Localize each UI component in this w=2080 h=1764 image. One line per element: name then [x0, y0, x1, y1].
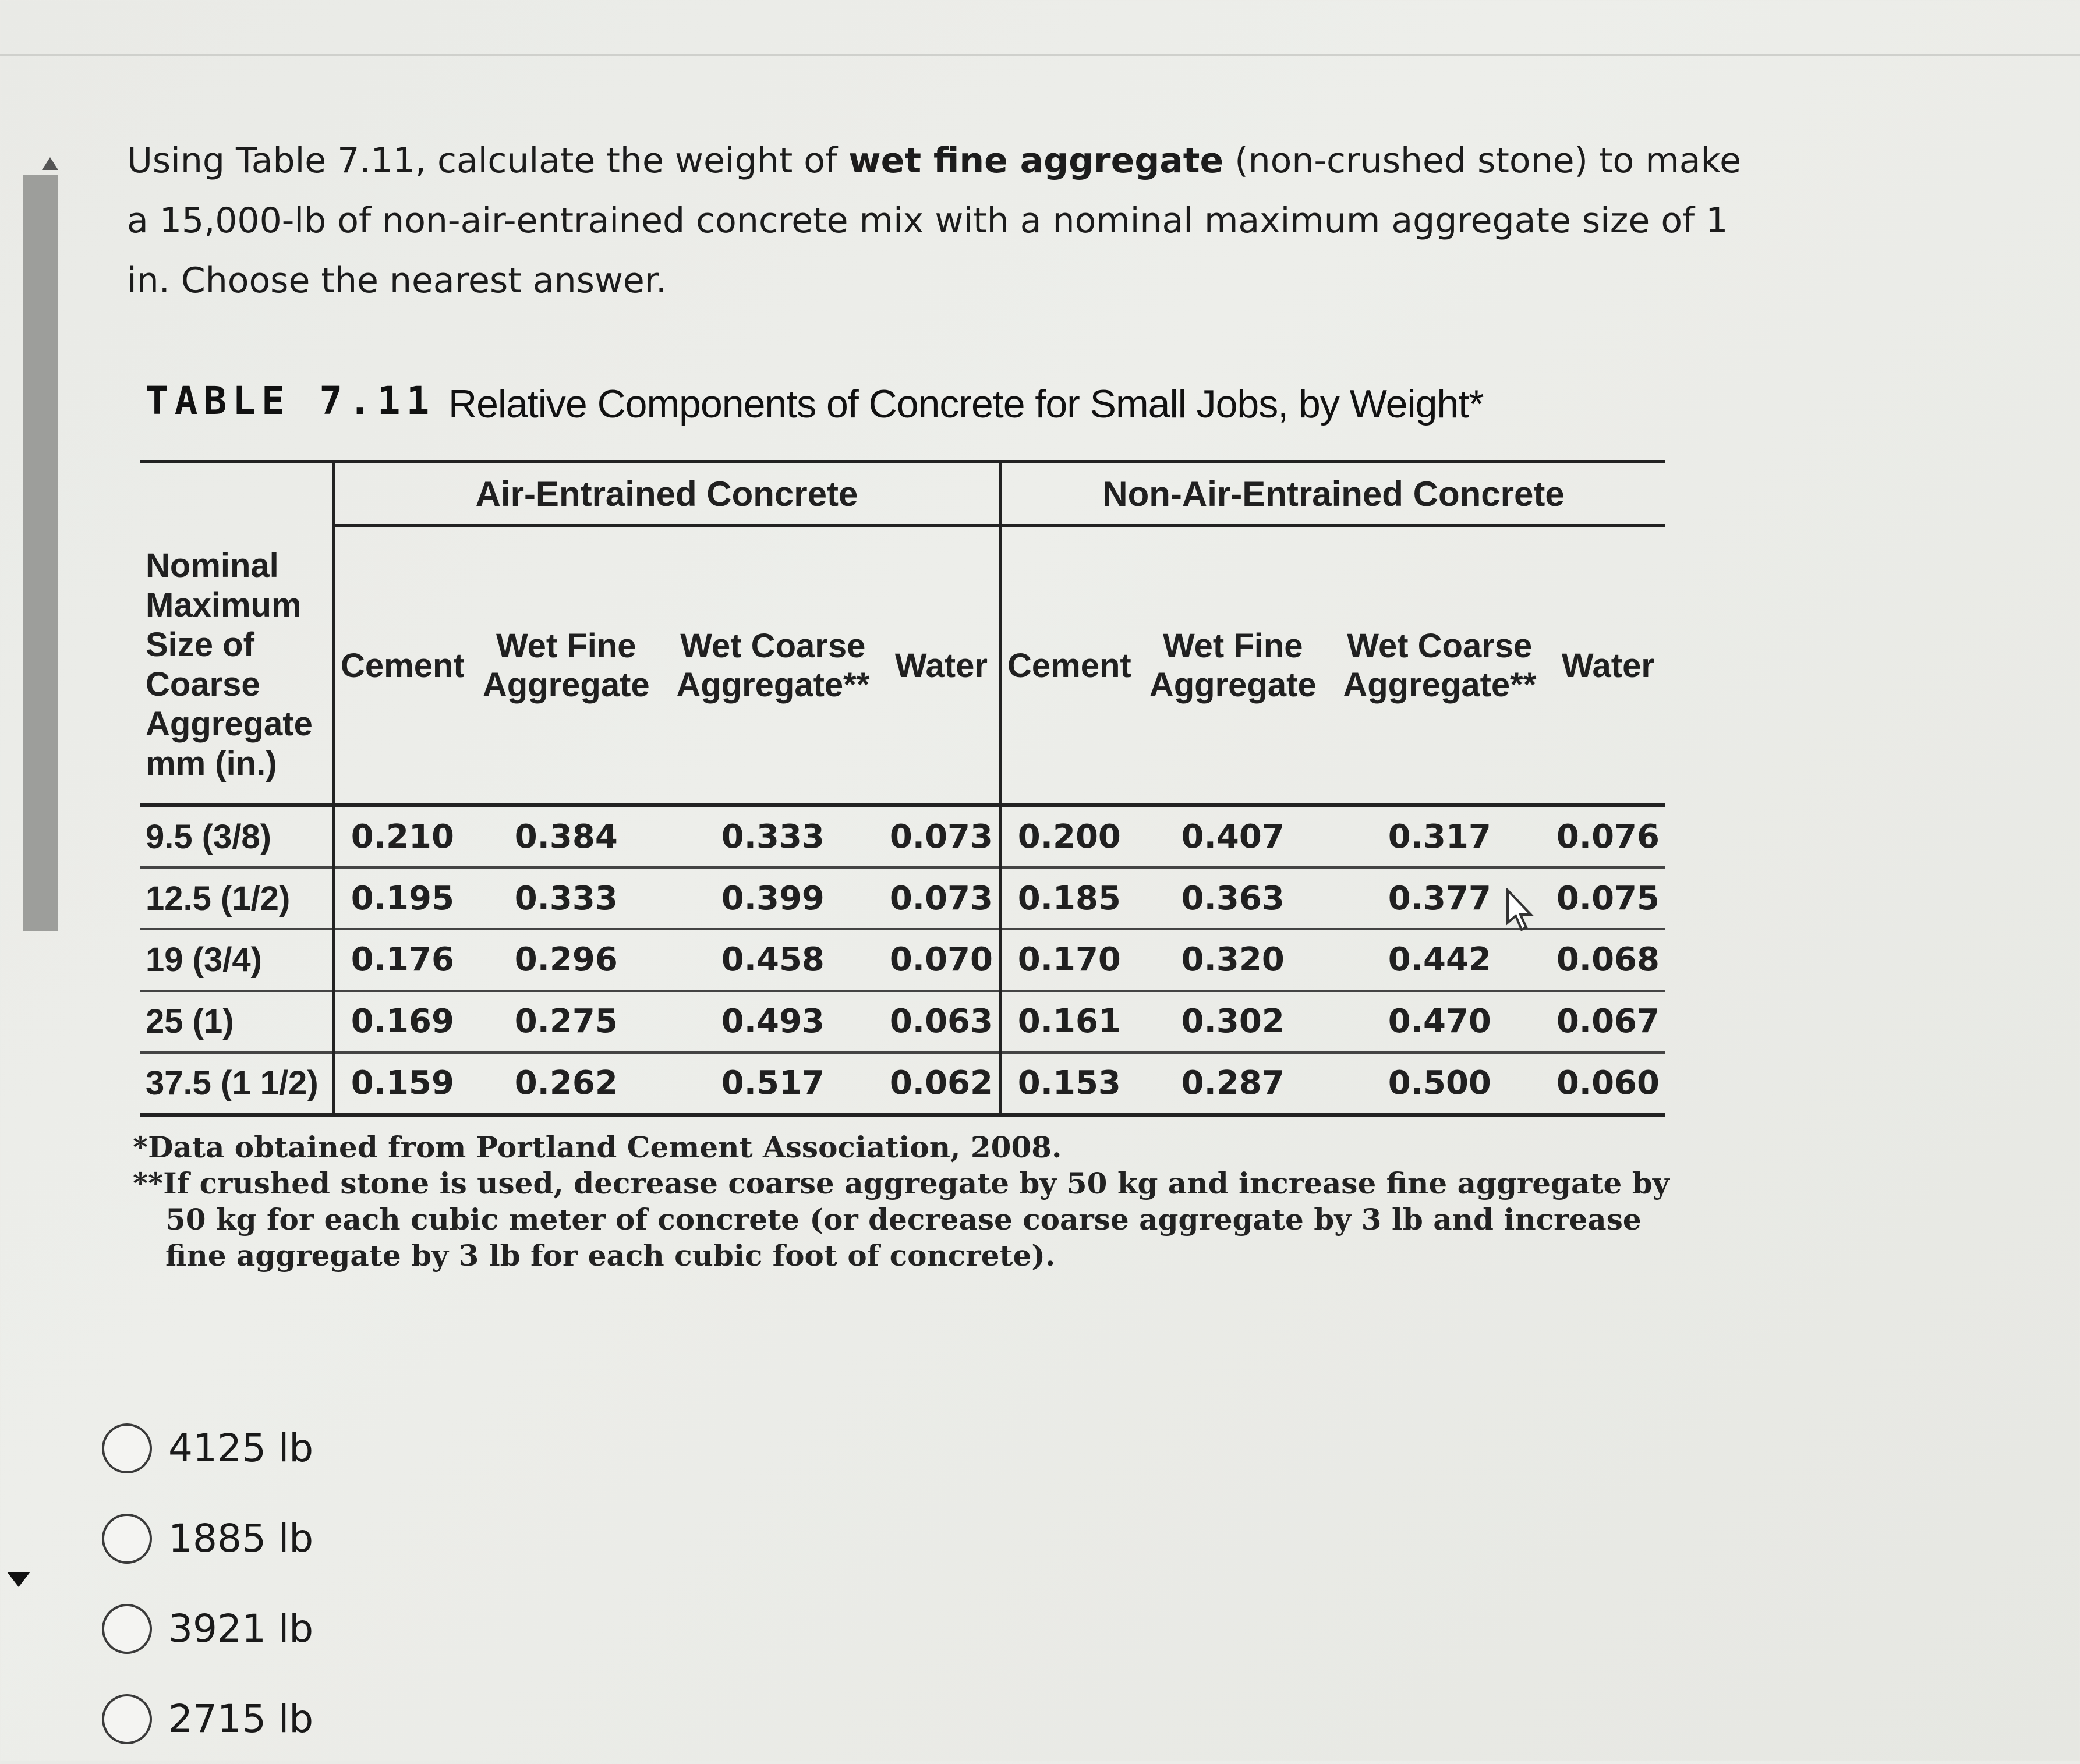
table-cell: 0.333 [471, 867, 662, 929]
row-size: 37.5 (1 1/2) [140, 1053, 334, 1115]
table-cell: 0.363 [1137, 867, 1329, 929]
footnote-2: **If crushed stone is used, decrease coarse aggregate by 50 kg and increase fine aggregate by 50 kg for each cubic meter of concrete (or decrease coarse aggregate by 3 lb and increase fine aggregate by 3 lb for each cubic foot of concrete). [133, 1166, 1669, 1273]
scroll-down-arrow-icon[interactable] [7, 1572, 30, 1587]
question-part2: (non-crushed stone) to make a 15,000-lb of non-air-entrained concrete mix with a nominal maximum aggregate size of 1 in. Choose the nearest answer. [127, 140, 1742, 301]
radio-button[interactable] [102, 1514, 152, 1564]
table-footnotes [133, 1129, 1670, 1274]
table-cell: 0.302 [1137, 991, 1329, 1053]
table-cell: 0.262 [471, 1053, 662, 1115]
group-header-non-air: Non-Air-Entrained Concrete [1000, 462, 1665, 526]
question-part1: Using Table 7.11, calculate the weight of [127, 140, 849, 181]
table-cell: 0.470 [1329, 991, 1551, 1053]
table-cell: 0.068 [1551, 929, 1665, 991]
table-cell: 0.407 [1137, 805, 1329, 867]
option-label[interactable]: 4125 lb [168, 1426, 314, 1471]
table-cell: 0.384 [471, 805, 662, 867]
table-row [140, 805, 1665, 867]
table-cell: 0.073 [884, 867, 1000, 929]
group-header-air: Air-Entrained Concrete [334, 462, 1000, 526]
table-cell: 0.170 [1000, 929, 1137, 991]
row-size: 9.5 (3/8) [140, 805, 334, 867]
col-header: Wet Coarse Aggregate** [662, 526, 884, 805]
table-cell: 0.075 [1551, 867, 1665, 929]
radio-button[interactable] [102, 1694, 152, 1744]
scroll-up-arrow-icon[interactable] [42, 157, 58, 170]
table-cell: 0.159 [334, 1053, 471, 1115]
option-label[interactable]: 1885 lb [168, 1516, 314, 1561]
table-cell: 0.076 [1551, 805, 1665, 867]
option-label[interactable]: 3921 lb [168, 1606, 314, 1651]
table-cell: 0.275 [471, 991, 662, 1053]
table-cell: 0.067 [1551, 991, 1665, 1053]
table-cell: 0.377 [1329, 867, 1551, 929]
col-header: Water [1551, 526, 1665, 805]
table-cell: 0.333 [662, 805, 884, 867]
col-header: Water [884, 526, 1000, 805]
table-cell: 0.062 [884, 1053, 1000, 1115]
scrollbar-thumb[interactable] [23, 175, 58, 931]
table-cell: 0.493 [662, 991, 884, 1053]
table-cell: 0.200 [1000, 805, 1137, 867]
table-cell: 0.210 [334, 805, 471, 867]
row-size: 25 (1) [140, 991, 334, 1053]
top-divider [0, 54, 2080, 56]
option-1[interactable] [102, 1403, 313, 1493]
table-cell: 0.458 [662, 929, 884, 991]
table-cell: 0.185 [1000, 867, 1137, 929]
answer-options [102, 1403, 313, 1764]
mouse-pointer-icon [1505, 888, 1540, 934]
table-cell: 0.500 [1329, 1053, 1551, 1115]
option-3[interactable] [102, 1584, 313, 1674]
table-cell: 0.399 [662, 867, 884, 929]
table-cell: 0.195 [334, 867, 471, 929]
row-size: 12.5 (1/2) [140, 867, 334, 929]
option-4[interactable] [102, 1674, 313, 1764]
table-cell: 0.517 [662, 1053, 884, 1115]
table-cell: 0.320 [1137, 929, 1329, 991]
table-row [140, 1053, 1665, 1115]
radio-button[interactable] [102, 1604, 152, 1654]
row-header: Nominal Maximum Size of Coarse Aggregate mm (in.) [140, 526, 334, 805]
col-header: Cement [334, 526, 471, 805]
table-cell: 0.070 [884, 929, 1000, 991]
table-row [140, 929, 1665, 991]
table-cell: 0.296 [471, 929, 662, 991]
table-cell: 0.287 [1137, 1053, 1329, 1115]
row-size: 19 (3/4) [140, 929, 334, 991]
table-cell: 0.060 [1551, 1053, 1665, 1115]
data-table [140, 460, 1665, 1117]
col-header: Wet Fine Aggregate [471, 526, 662, 805]
col-header: Wet Coarse Aggregate** [1329, 526, 1551, 805]
table-row [140, 867, 1665, 929]
col-header: Cement [1000, 526, 1137, 805]
table-label: TABLE 7.11 [146, 378, 436, 423]
table-title: Relative Components of Concrete for Small Jobs, by Weight* [448, 382, 1484, 426]
table-cell: 0.073 [884, 805, 1000, 867]
col-header: Wet Fine Aggregate [1137, 526, 1329, 805]
option-label[interactable]: 2715 lb [168, 1696, 314, 1741]
radio-button[interactable] [102, 1423, 152, 1473]
table-cell: 0.063 [884, 991, 1000, 1053]
table-cell: 0.317 [1329, 805, 1551, 867]
table-row [140, 991, 1665, 1053]
option-2[interactable] [102, 1493, 313, 1584]
question-text [127, 131, 1757, 311]
table-cell: 0.153 [1000, 1053, 1137, 1115]
footnote-1: *Data obtained from Portland Cement Association, 2008. [133, 1130, 1062, 1164]
table-cell: 0.176 [334, 929, 471, 991]
question-bold: wet fine aggregate [848, 140, 1224, 181]
table-cell: 0.161 [1000, 991, 1137, 1053]
table-cell: 0.442 [1329, 929, 1551, 991]
table-cell: 0.169 [334, 991, 471, 1053]
